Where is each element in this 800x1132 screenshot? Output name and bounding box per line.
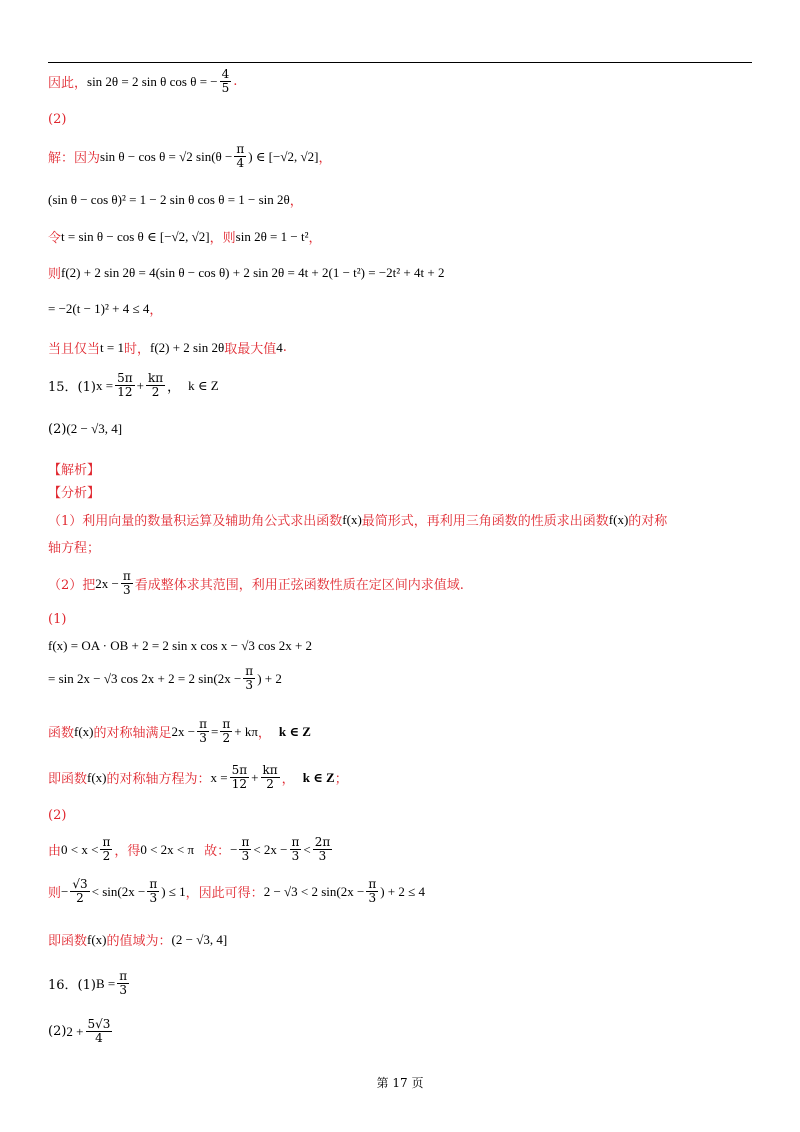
text: . (233, 74, 238, 90)
math: B = (95, 975, 116, 991)
numerator: π (241, 835, 250, 849)
text: ； (334, 772, 348, 788)
math: f(x) (608, 511, 629, 527)
numerator: π (245, 664, 254, 678)
text: 的值域为： (106, 934, 172, 949)
line-solution-2 (48, 190, 303, 209)
fraction (220, 718, 232, 745)
math: + (251, 769, 259, 785)
denominator: 3 (119, 983, 127, 998)
text: ， (149, 303, 163, 318)
math: ) ≤ 1 (161, 883, 186, 899)
numerator: π (291, 835, 300, 849)
text: 15．(1) (48, 380, 96, 396)
text: ， (308, 231, 322, 246)
math: f(2) + 2 sin 2θ = 4(sin θ − cos θ) + 2 sin 2θ = 4t + 2(1 − t²) = −2t² + 4t + 2 (61, 264, 445, 280)
math: = (211, 723, 219, 739)
numerator: 4 (221, 67, 230, 81)
text: 函数 (48, 726, 75, 742)
text: 故： (204, 844, 231, 860)
text: ， (289, 194, 303, 209)
math: = −2(t − 1)² + 4 ≤ 4 (48, 300, 150, 316)
text: 的对称轴方程为： (106, 772, 211, 788)
denominator: 12 (117, 385, 133, 400)
text: 当且仅当 (48, 342, 101, 357)
text: (2) (48, 808, 67, 823)
numerator: √3 (72, 877, 88, 891)
math: 2 + (66, 1023, 84, 1039)
outline-line-3 (48, 570, 464, 597)
numerator: 5π (231, 763, 248, 777)
math: = sin 2x − √3 cos 2x + 2 = 2 sin(2x − (48, 670, 242, 686)
q16-answer-2 (48, 1018, 114, 1045)
text: ，得 (114, 844, 141, 860)
math: ) + 2 ≤ 4 (380, 883, 426, 899)
numerator: π (368, 877, 377, 891)
fraction (100, 836, 112, 863)
text: 解：因为 (48, 151, 101, 167)
numerator: π (149, 877, 158, 891)
text: (2) (48, 421, 67, 437)
fraction (117, 970, 129, 997)
sub-2-line-3 (48, 930, 227, 949)
denominator: 2 (151, 385, 160, 400)
denominator: 2 (266, 777, 274, 792)
fraction (366, 878, 378, 905)
numerator: kπ (147, 371, 164, 385)
math: − (230, 841, 238, 857)
fraction (147, 878, 159, 905)
math: f(x) (87, 931, 107, 947)
math: (2 − √3, 4] (66, 421, 123, 436)
math: sin 2θ = 2 sin θ cos θ = − (87, 73, 218, 89)
math: 0 < x < (61, 841, 99, 857)
numerator: π (122, 569, 131, 583)
fraction (261, 764, 280, 791)
fraction (146, 372, 165, 399)
math: (sin θ − cos θ)² = 1 − 2 sin θ cos θ = 1 − sin 2θ (48, 191, 290, 207)
numerator: π (199, 717, 208, 731)
text: (2) (48, 112, 67, 127)
denominator: 4 (95, 1031, 103, 1046)
part-2-label (48, 112, 66, 127)
text: (2) (48, 1024, 67, 1040)
math: + kπ (234, 723, 258, 739)
sub-2-label (48, 808, 66, 823)
denominator: 3 (245, 678, 254, 693)
text: 的对称轴满足 (93, 726, 172, 742)
sub-2-line-1 (48, 836, 334, 863)
text: 即函数 (48, 934, 88, 949)
text: 最简形式，再利用三角函数的性质求出函数 (361, 514, 609, 529)
math: 4 (276, 339, 283, 355)
sub-2-line-2 (48, 878, 425, 905)
fraction (70, 878, 89, 905)
outline-line-2 (48, 537, 100, 556)
math: 2 − √3 < 2 sin(2x − (263, 883, 365, 899)
math: < sin(2x − (91, 883, 146, 899)
numerator: kπ (262, 763, 278, 777)
text: ，则 (209, 231, 236, 246)
fraction (243, 665, 255, 692)
fraction (115, 372, 135, 399)
math: 2x − (171, 723, 196, 739)
denominator: 2 (222, 731, 231, 746)
sub-1-line-4 (48, 764, 348, 791)
outline-line-1 (48, 510, 667, 529)
math: < (303, 841, 311, 857)
math: k ∈ Z (278, 723, 311, 739)
text: （1）利用向量的数量积运算及辅助角公式求出函数 (48, 514, 343, 529)
denominator: 2 (102, 849, 111, 864)
fraction (239, 836, 251, 863)
numerator: π (102, 835, 111, 849)
math: k ∈ Z (302, 769, 335, 785)
text: ， (257, 726, 271, 742)
math: f(x) (74, 723, 94, 739)
denominator: 3 (199, 731, 207, 746)
sub-1-line-2 (48, 665, 282, 692)
text: （2）把 (48, 578, 96, 594)
text: 【分析】 (48, 486, 101, 501)
math: f(2) + 2 sin 2θ (149, 339, 225, 355)
q15-answer-1 (48, 372, 219, 399)
math: f(x) (87, 769, 107, 785)
denominator: 3 (149, 891, 158, 906)
fraction (121, 570, 133, 597)
analysis-heading (48, 459, 100, 478)
header-rule (48, 62, 752, 63)
numerator: π (222, 717, 231, 731)
q16-answer-1 (48, 970, 131, 997)
math: ) + 2 (257, 670, 282, 686)
text: 即函数 (48, 772, 88, 788)
sub-1-line-1 (48, 638, 312, 654)
math: ) ∈ [−√2, √2] (248, 148, 319, 164)
text: 看成整体求其范围，利用正弦函数性质在定区间内求值域. (134, 578, 464, 594)
text: ， (167, 380, 181, 396)
fraction (230, 764, 250, 791)
text: 16．(1) (48, 978, 96, 994)
denominator: 3 (368, 891, 377, 906)
denominator: 3 (241, 849, 250, 864)
denominator: 3 (291, 849, 300, 864)
text: 时， (123, 342, 150, 357)
math: t = 1 (100, 339, 124, 355)
math: f(x) (342, 511, 362, 527)
line-solution-6 (48, 338, 287, 357)
numerator: π (236, 142, 245, 156)
text: 则 (48, 267, 62, 282)
math: < 2x − (253, 841, 288, 857)
text: . (282, 340, 287, 355)
denominator: 12 (231, 777, 248, 792)
sub-1-label (48, 612, 66, 627)
text: 令 (48, 231, 62, 246)
math: x = (95, 377, 114, 393)
numerator: π (119, 969, 128, 983)
math: (2 − √3, 4] (171, 931, 228, 947)
text: 取最大值 (224, 342, 277, 357)
q15-answer-2 (48, 421, 122, 437)
text: 因此， (48, 76, 88, 92)
fraction (86, 1018, 113, 1045)
denominator: 3 (123, 583, 131, 598)
fraction (313, 836, 333, 863)
denominator: 3 (318, 849, 327, 864)
text: 则 (48, 886, 62, 902)
math: sin 2θ = 1 − t² (235, 228, 309, 244)
numerator: 5π (117, 371, 133, 385)
math: x = (210, 769, 228, 785)
line-solution-3 (48, 227, 322, 246)
numerator: 2π (314, 835, 331, 849)
fraction (234, 143, 246, 170)
math: 0 < 2x < π (140, 841, 195, 857)
numerator: 5√3 (87, 1017, 111, 1031)
math: + (136, 377, 144, 393)
fraction (197, 718, 209, 745)
page-number: 第 17 页 (376, 1076, 424, 1090)
text: ， (318, 151, 332, 167)
math: k ∈ Z (188, 377, 219, 393)
denominator: 4 (236, 156, 245, 171)
line-solution-1 (48, 143, 331, 170)
fraction (290, 836, 302, 863)
line-conclusion-1 (48, 68, 237, 95)
math: f(x) = OA · OB + 2 = 2 sin x cos x − √3 cos 2x + 2 (48, 638, 313, 653)
text: 【解析】 (48, 463, 101, 478)
denominator: 2 (76, 891, 84, 906)
text: 由 (48, 844, 62, 860)
math: sin θ − cos θ = √2 sin(θ − (100, 148, 233, 164)
text: ，因此可得： (185, 886, 264, 902)
line-solution-4 (48, 263, 444, 282)
text: 轴方程； (48, 541, 101, 556)
sub-1-line-3 (48, 718, 311, 745)
text: 的对称 (628, 514, 668, 529)
math: − (61, 883, 69, 899)
math: t = sin θ − cos θ ∈ [−√2, √2] (61, 228, 210, 244)
text: ， (281, 772, 295, 788)
outline-heading (48, 482, 100, 501)
denominator: 5 (221, 81, 230, 96)
text: (1) (48, 612, 67, 627)
line-solution-5 (48, 299, 162, 318)
math: 2x − (95, 575, 119, 591)
fraction (220, 68, 232, 95)
